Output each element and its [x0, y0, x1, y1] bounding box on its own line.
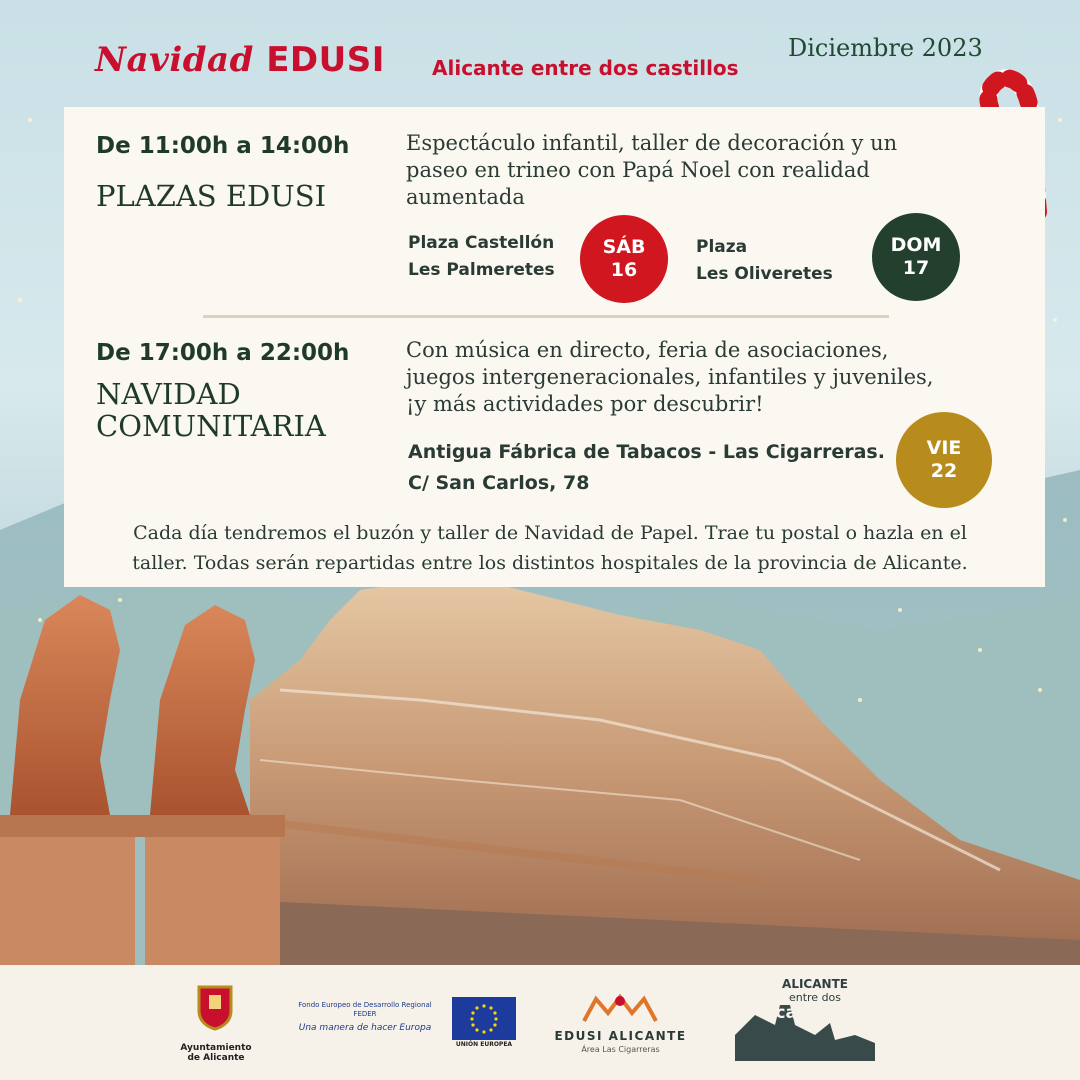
- event1-description-line: Espectáculo infantil, taller de decoración y un: [406, 131, 898, 155]
- event1-place-1: [408, 230, 555, 284]
- feder-line: FEDER: [353, 1010, 377, 1018]
- event2-time: De 17:00h a 22:00h: [96, 340, 350, 366]
- event1-description-line: paseo en trineo con Papá Noel con realidad: [406, 158, 870, 182]
- date-badge-vie-22: [896, 412, 992, 508]
- note-line: Cada día tendremos el buzón y taller de Navidad de Papel. Trae tu postal o hazla en el: [133, 522, 967, 544]
- brand-script: Navidad: [95, 40, 254, 80]
- badge-day: VIE: [926, 437, 962, 459]
- place-line: Les Palmeretes: [408, 260, 555, 280]
- note-line: taller. Todas serán repartidas entre los distintos hospitales de la provincia de Alicante.: [132, 552, 968, 574]
- event-date: Diciembre 2023: [788, 34, 983, 62]
- castillos-bottom: castillos: [775, 1003, 855, 1023]
- feder-line: Fondo Europeo de Desarrollo Regional: [298, 1001, 432, 1009]
- badge-date: 17: [902, 257, 930, 279]
- event1-description: [406, 130, 897, 211]
- castillos-mid: entre dos: [788, 991, 842, 1004]
- feder-label: [285, 1001, 445, 1019]
- event2-description-line: ¡y más actividades por descubrir!: [406, 392, 764, 416]
- castillos-top: ALICANTE: [782, 977, 848, 991]
- badge-date: 16: [610, 259, 638, 281]
- edusi-label: EDUSI ALICANTE: [554, 1029, 687, 1043]
- place-line: Plaza: [696, 237, 748, 257]
- ayuntamiento-line: de Alicante: [187, 1053, 245, 1063]
- event2-description: [406, 337, 933, 418]
- venue-line: NAVIDAD: [96, 377, 241, 411]
- brand-bold: EDUSI: [266, 40, 385, 80]
- ayuntamiento-label: [170, 1043, 262, 1063]
- venue-line: COMUNITARIA: [96, 409, 326, 443]
- event1-venue: PLAZAS EDUSI: [96, 179, 327, 213]
- eu-flag-icon: [452, 997, 516, 1040]
- city-shield-icon: [195, 981, 235, 1031]
- date-badge-dom-17: [872, 213, 960, 301]
- edusi-sub: Área Las Cigarreras: [581, 1045, 660, 1054]
- badge-day: SÁB: [602, 236, 646, 258]
- event1-place-2: [696, 234, 833, 288]
- edusi-logo-icon: [580, 991, 660, 1025]
- date-badge-sab-16: [580, 215, 668, 303]
- address-line: C/ San Carlos, 78: [408, 472, 590, 494]
- event2-venue: [96, 378, 326, 442]
- event2-address: [408, 437, 885, 499]
- event2-description-line: Con música en directo, feria de asociaciones,: [406, 338, 889, 362]
- mailbox-note: [90, 518, 1010, 578]
- eu-label: UNIÓN EUROPEA: [455, 1041, 513, 1048]
- feder-motto: Una manera de hacer Europa: [298, 1023, 432, 1033]
- badge-day: DOM: [890, 234, 942, 256]
- event1-description-line: aumentada: [406, 185, 525, 209]
- badge-date: 22: [930, 460, 958, 482]
- place-line: Les Oliveretes: [696, 264, 833, 284]
- event2-description-line: juegos intergeneracionales, infantiles y juveniles,: [406, 365, 934, 389]
- section-divider: [203, 315, 889, 318]
- address-line: Antigua Fábrica de Tabacos - Las Cigarreras.: [408, 441, 885, 463]
- ayuntamiento-line: Ayuntamiento: [180, 1043, 252, 1053]
- place-line: Plaza Castellón: [408, 233, 555, 253]
- subtitle: Alicante entre dos castillos: [432, 56, 739, 80]
- brand-title: [95, 40, 385, 80]
- event1-time: De 11:00h a 14:00h: [96, 133, 350, 159]
- sponsor-logos: [0, 965, 1080, 1080]
